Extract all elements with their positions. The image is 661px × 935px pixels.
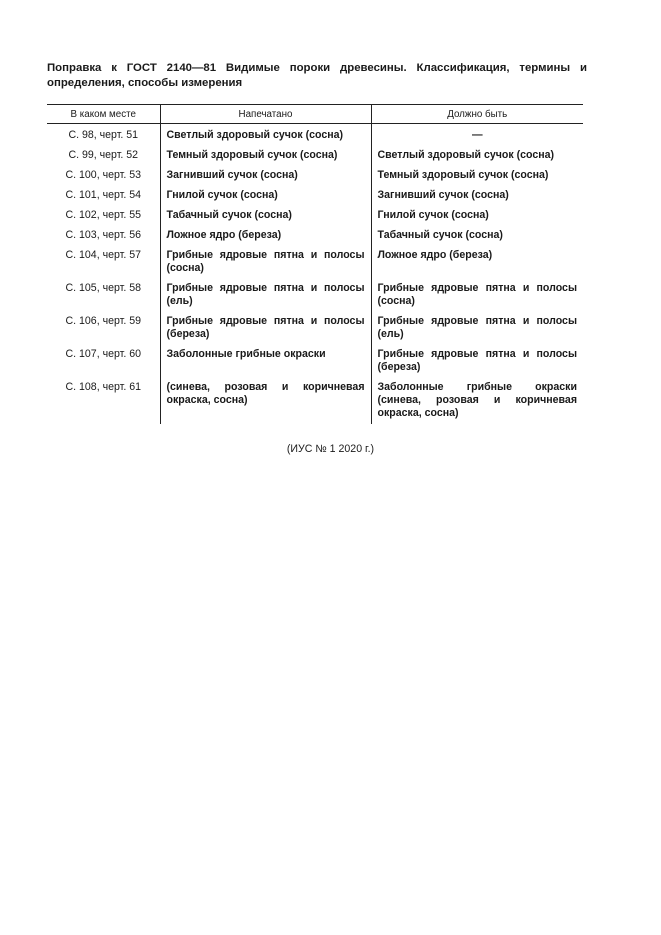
cell-printed: Гнилой сучок (сосна) — [160, 186, 371, 206]
table-row — [47, 124, 583, 147]
table-row — [47, 279, 583, 312]
cell-should-be: Темный здоровый сучок (сосна) — [371, 166, 583, 186]
table-row — [47, 345, 583, 378]
cell-place: С. 102, черт. 55 — [65, 209, 142, 221]
cell-printed: Светлый здоровый сучок (сосна) — [160, 124, 371, 147]
cell-should-be: Грибные ядровые пятна и полосы (береза) — [371, 345, 583, 378]
cell-should-be: Заболонные грибные окраски (синева, розовая и коричневая окраска, сосна) — [371, 378, 583, 424]
document-title: Поправка к ГОСТ 2140—81 Видимые пороки древесины. Классификация, термины и определения, способы измерения — [47, 62, 587, 89]
cell-printed: Заболонные грибные окраски — [160, 345, 371, 378]
table-row — [47, 378, 583, 424]
cell-place: С. 105, черт. 58 — [65, 282, 142, 294]
table-row — [47, 186, 583, 206]
cell-printed: (синева, розовая и коричневая окраска, сосна) — [160, 378, 371, 424]
cell-place: С. 106, черт. 59 — [65, 315, 142, 327]
cell-should-be: Гнилой сучок (сосна) — [371, 206, 583, 226]
cell-should-be: Ложное ядро (береза) — [371, 246, 583, 279]
cell-should-be: Грибные ядровые пятна и полосы (сосна) — [371, 279, 583, 312]
cell-place: С. 99, черт. 52 — [68, 149, 139, 161]
publication-note: (ИУС № 1 2020 г.) — [286, 443, 375, 455]
column-header-printed: Напечатано — [160, 105, 371, 124]
cell-printed: Табачный сучок (сосна) — [160, 206, 371, 226]
table-header-row — [47, 105, 583, 124]
cell-printed: Грибные ядровые пятна и полосы (береза) — [160, 312, 371, 345]
cell-printed: Грибные ядровые пятна и полосы (ель) — [160, 279, 371, 312]
cell-place: С. 100, черт. 53 — [65, 169, 142, 181]
cell-should-be: Светлый здоровый сучок (сосна) — [371, 146, 583, 166]
cell-should-be: Табачный сучок (сосна) — [371, 226, 583, 246]
corrections-table — [47, 104, 583, 424]
cell-printed: Ложное ядро (береза) — [160, 226, 371, 246]
table-row — [47, 166, 583, 186]
cell-place: С. 104, черт. 57 — [65, 249, 142, 261]
table-row — [47, 206, 583, 226]
table-row — [47, 312, 583, 345]
table-row — [47, 246, 583, 279]
cell-place: С. 107, черт. 60 — [65, 348, 142, 360]
cell-place: С. 108, черт. 61 — [65, 381, 142, 393]
cell-should-be: Загнивший сучок (сосна) — [371, 186, 583, 206]
cell-printed: Темный здоровый сучок (сосна) — [160, 146, 371, 166]
cell-should-be: Грибные ядровые пятна и полосы (ель) — [371, 312, 583, 345]
cell-place: С. 103, черт. 56 — [65, 229, 142, 241]
cell-should-be: — — [371, 124, 583, 147]
column-header-should-be: Должно быть — [371, 105, 583, 124]
cell-place: С. 98, черт. 51 — [68, 129, 139, 141]
cell-printed: Загнивший сучок (сосна) — [160, 166, 371, 186]
cell-place: С. 101, черт. 54 — [65, 189, 142, 201]
cell-printed: Грибные ядровые пятна и полосы (сосна) — [160, 246, 371, 279]
column-header-place: В каком месте — [47, 105, 160, 124]
table-row — [47, 226, 583, 246]
table-row — [47, 146, 583, 166]
